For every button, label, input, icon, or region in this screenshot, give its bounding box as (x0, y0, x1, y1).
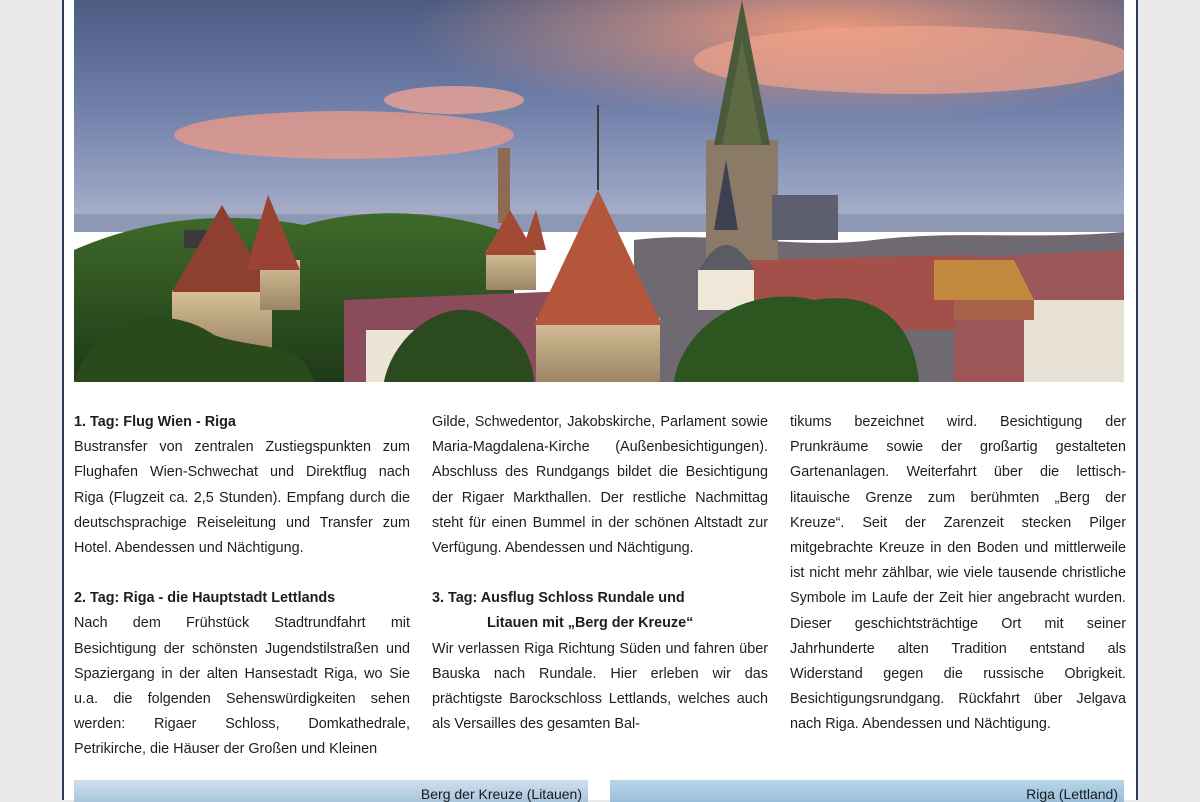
day3-text-part2: tikums bezeichnet wird. Besichtigung der Prunkräume sowie der großartig gestalteten Gartenanlagen. Weiterfahrt über die lettisch-litauische Grenze zum berühmten „Berg der Kreuze“. Seit der Zarenzeit stecken Pilger mitgebrachte Kreuze in den Boden und mittlerweile ist nicht mehr zählbar, wie viele tausende christliche Symbole im Laufe der Zeit hier angebracht wurden. Dieser geschichtsträchtige Ort mit seiner Jahrhunderte alten Tradition entstand als Widerstand gegen die russische Obrigkeit. Besichtigungsrundgang. Rückfahrt über Jelgava nach Riga. Abendessen und Nächtigung. (790, 414, 1126, 733)
day2-heading: 2. Tag: Riga - die Hauptstadt Lettlands (74, 590, 336, 607)
caption-berg-der-kreuze: Berg der Kreuze (Litauen) (420, 786, 582, 802)
hero-photo-tallinn-old-town (74, 0, 1124, 382)
column-left (74, 410, 410, 763)
photo-riga (610, 780, 1124, 802)
day3-text-part1: Wir verlassen Riga Richtung Süden und fahren über Bauska nach Rundale. Hier erleben wir das prächtigste Barockschloss Lettlands, welches auch als Versailles des gesamten Bal- (432, 640, 768, 733)
column-right (790, 410, 1126, 738)
day1-text: Bustransfer von zentralen Zustiegspunkten zum Flughafen Wien-Schwechat und Direktflug nach Riga (Flugzeit ca. 2,5 Stunden). Empfang durch die deutschsprachige Reiseleitung und Transfer zum Hotel. Abendessen und Nächtigung. (74, 439, 410, 557)
day1-heading: 1. Tag: Flug Wien - Riga (74, 414, 236, 430)
photo-berg-der-kreuze (74, 780, 588, 802)
day2-text-part2: Gilde, Schwedentor, Jakobskirche, Parlament sowie Maria-Magdalena-Kirche (Außenbesichtigungen). Abschluss des Rundgangs bildet die Besichtigung der Rigaer Markthallen. Der restliche Nachmittag steht für einen Bummel in der schönen Altstadt zur Verfügung. Abendessen und Nächtigung. (432, 414, 768, 557)
column-middle (432, 410, 768, 737)
day3-heading-line2: Litauen mit „Berg der Kreuze“ (487, 615, 694, 632)
hero-illustration (74, 0, 1124, 382)
day2-text-part1: Nach dem Frühstück Stadtrundfahrt mit Besichtigung der schönsten Jugendstilstraßen und Spaziergang in der alten Hansestadt Riga, wo Sie u.a. die folgenden Sehenswürdigkeiten sehen werden: Rigaer Schloss, Domkathedrale, Petrikirche, die Häuser der Großen und Kleinen (74, 615, 410, 758)
caption-riga: Riga (Lettland) (1026, 786, 1118, 802)
day3-heading-line1: 3. Tag: Ausflug Schloss Rundale und (432, 590, 685, 607)
